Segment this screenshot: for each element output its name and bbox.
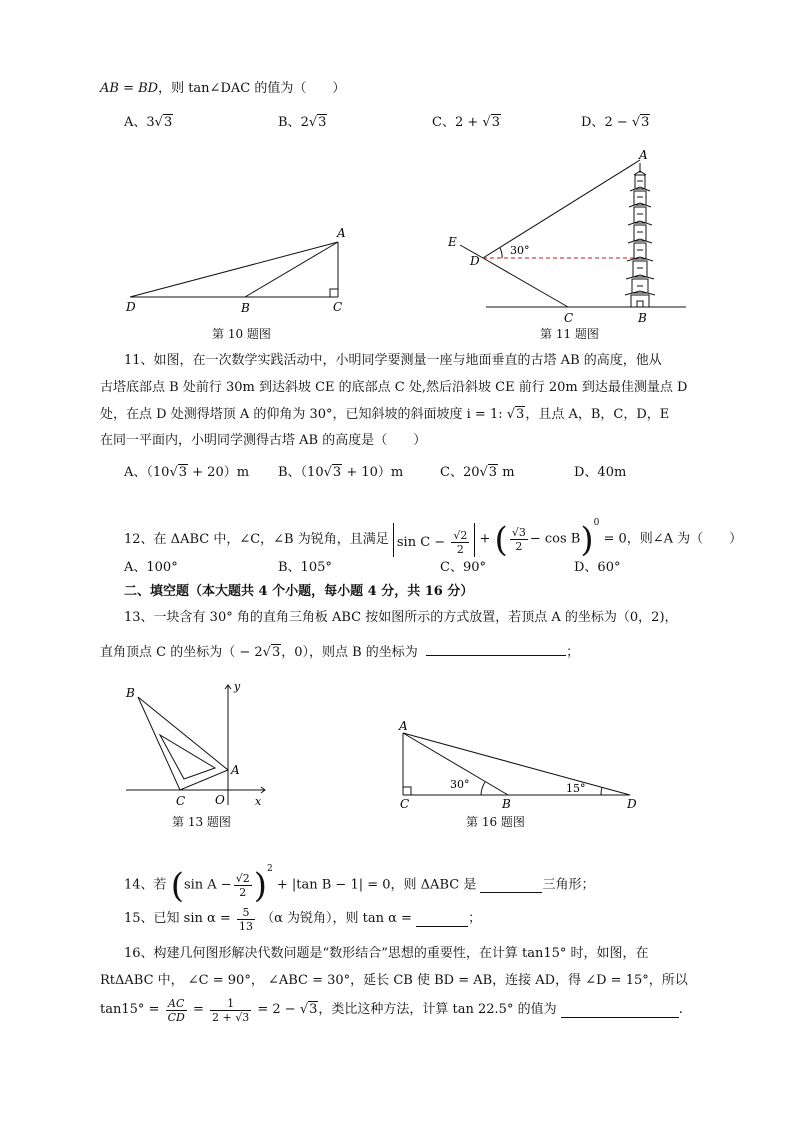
fig11-caption: 第 11 题图 bbox=[540, 327, 599, 341]
q11-line-4: 在同一平面内，小明同学测得古塔 AB 的高度是（ ） bbox=[100, 433, 427, 448]
fig11-label-d: D bbox=[470, 254, 480, 268]
section-2-heading: 二、填空题（本大题共 4 个小题，每小题 4 分，共 16 分） bbox=[124, 584, 474, 599]
q16-line-3: tan15° = $\frac{AC}{CD}$ = $\frac{1}{2 + √3}$ = 2 − √3，类比这种方法，计算 tan 22.5° 的值为 . bbox=[100, 996, 683, 1024]
pagoda-icon bbox=[625, 163, 655, 307]
q11-option-b: B、（10√3 + 10）m bbox=[278, 465, 404, 480]
fig16-angle-30: 30° bbox=[450, 778, 470, 791]
fig10-label-c: C bbox=[333, 300, 343, 314]
fig16-label-b: B bbox=[502, 797, 511, 811]
q13-line-1: 13、一块含有 30° 角的直角三角板 ABC 按如图所示的方式放置，若顶点 A 的坐标为（0，2)， bbox=[124, 610, 678, 625]
fig13-label-o: O bbox=[215, 793, 225, 807]
fig13-label-c: C bbox=[176, 794, 186, 808]
figure-13 bbox=[120, 675, 270, 810]
q11-line-3: 处，在点 D 处测得塔顶 A 的仰角为 30°，已知斜坡的斜面坡度 i = 1: √3，且点 A，B，C，D，E bbox=[100, 407, 670, 422]
q11-line-1: 11、如图，在一次数学实践活动中，小明同学要测量一座与地面垂直的古塔 AB 的高度，他从 bbox=[124, 353, 662, 368]
fig11-label-a: A bbox=[639, 148, 648, 162]
fig16-label-c: C bbox=[400, 797, 410, 811]
q11-option-d: D、40m bbox=[574, 465, 627, 480]
q10-option-c: C、2 + √3 bbox=[432, 115, 500, 130]
fig13-label-y: y bbox=[234, 680, 241, 693]
q10-condition bbox=[100, 80, 345, 98]
q13-answer-blank[interactable] bbox=[426, 641, 566, 656]
q12-abs-group: sin C − $\frac{√2}{2}$ bbox=[393, 523, 475, 557]
q15-question: 15、已知 sin α = $\frac{5}{13}$ （α 为锐角），则 tan α = ； bbox=[124, 905, 482, 933]
q16-line-1: 16、构建几何图形解决代数问题是“数形结合”思想的重要性，在计算 tan15° 时，如图，在 bbox=[124, 946, 649, 961]
q12-option-b: B、105° bbox=[278, 560, 332, 575]
q13-line-2: 直角顶点 C 的坐标为（ − 2√3，0），则点 B 的坐标为 ； bbox=[100, 641, 579, 662]
fig11-label-c: C bbox=[564, 311, 574, 325]
q16-line-2: RtΔABC 中， ∠C = 90°， ∠ABC = 30°，延长 CB 使 BD = AB，连接 AD，得 ∠D = 15°，所以 bbox=[100, 973, 688, 988]
fig16-angle-15: 15° bbox=[566, 782, 586, 795]
fig10-label-d: D bbox=[126, 300, 136, 314]
fig11-angle-label: 30° bbox=[510, 244, 530, 257]
fig10-label-a: A bbox=[337, 226, 346, 240]
figure-10 bbox=[120, 220, 360, 320]
q10-option-a: A、3√3 bbox=[124, 115, 173, 130]
fig13-caption: 第 13 题图 bbox=[172, 815, 231, 829]
fig16-caption: 第 16 题图 bbox=[466, 815, 525, 829]
q12-option-a: A、100° bbox=[124, 560, 178, 575]
fig16-label-d: D bbox=[627, 797, 637, 811]
q10-option-d: D、2 − √3 bbox=[581, 115, 650, 130]
q16-answer-blank[interactable] bbox=[561, 1003, 679, 1018]
figure-11 bbox=[440, 145, 690, 325]
q10-cond-end: ） bbox=[332, 81, 346, 96]
fig16-label-a: A bbox=[399, 719, 408, 733]
fig13-label-a: A bbox=[231, 763, 240, 777]
q11-option-a: A、（10√3 + 20）m bbox=[124, 465, 250, 480]
fig11-label-e: E bbox=[448, 235, 457, 249]
q12-option-c: C、90° bbox=[440, 560, 486, 575]
figure-16 bbox=[395, 718, 645, 813]
fig13-label-b: B bbox=[126, 686, 135, 700]
q10-cond-prefix: AB = BD bbox=[100, 81, 159, 96]
q11-line-2: 古塔底部点 B 处前行 30m 到达斜坡 CE 的底部点 C 处,然后沿斜坡 CE 前行 20m 到达最佳测量点 D bbox=[100, 380, 688, 395]
fig10-label-b: B bbox=[241, 301, 250, 315]
q10-option-b: B、2√3 bbox=[278, 115, 327, 130]
q14-answer-blank[interactable] bbox=[480, 878, 542, 893]
fig10-caption: 第 10 题图 bbox=[212, 327, 271, 341]
fig11-label-b: B bbox=[638, 311, 647, 325]
q14-question: 14、若 (sin A − $\frac{√2}{2}$ )$^2$ + |tan B − 1| = 0，则 ΔABC 是 三角形； bbox=[124, 864, 595, 906]
q12-option-d: D、60° bbox=[574, 560, 621, 575]
fig13-label-x: x bbox=[255, 795, 262, 808]
q12-question: 12、在 ΔABC 中，∠C，∠B 为锐角，且满足 sin C − $\frac{√2}{2}$ + ( $\frac{√3}{2}$ − cos B)$^0$ = 0，则∠A 为（ ） bbox=[124, 518, 743, 560]
q15-answer-blank[interactable] bbox=[416, 912, 468, 927]
q11-option-c: C、20√3 m bbox=[440, 465, 515, 480]
q10-cond-mid: ，则 tan∠DAC 的值为（ bbox=[158, 81, 307, 96]
